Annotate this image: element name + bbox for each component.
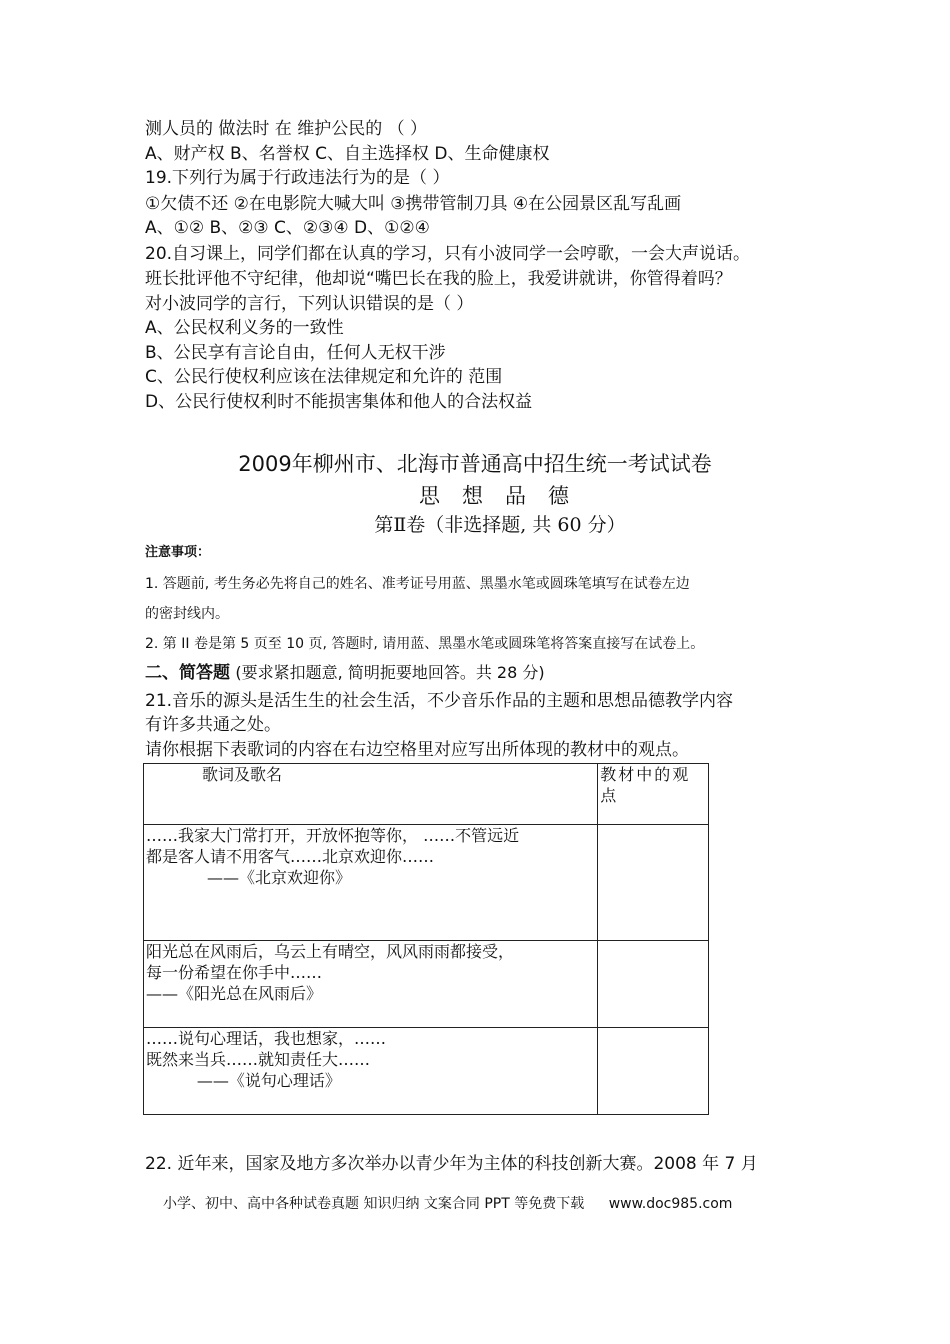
lyrics-table: [143, 763, 709, 1115]
lyrics-line: 阳光总在风雨后，乌云上有晴空，风风雨雨都接受，: [146, 942, 515, 961]
question-20-option-a: A、公民权利义务的一致性: [145, 318, 344, 338]
exam-subject: 思想品德: [419, 484, 591, 508]
lyrics-cell-2: [144, 941, 598, 1028]
table-header-row: [144, 764, 709, 825]
question-21-line-3: 请你根据下表歌词的内容在右边空格里对应写出所体现的教材中的观点。: [145, 740, 689, 760]
section2-heading: 二、简答题: [145, 663, 230, 683]
lyrics-cell-1: [144, 825, 598, 941]
question-20-stem-2: 班长批评他不守纪律，他却说“嘴巴长在我的脸上，我爱讲就讲，你管得着吗？: [145, 269, 732, 289]
table-header-lyrics: 歌词及歌名: [144, 764, 598, 825]
table-header-viewpoint: 教材中的观点: [598, 764, 709, 825]
question-22-line: 22. 近年来，国家及地方多次举办以青少年为主体的科技创新大赛。2008 年 7 月: [145, 1154, 758, 1174]
footer: [163, 1193, 732, 1213]
notes-line-3: 2. 第 II 卷是第 5 页至 10 页, 答题时, 请用蓝、黑墨水笔或圆珠笔将答案直接写在试卷上。: [145, 636, 705, 652]
question-20-option-b: B、公民享有言论自由，任何人无权干涉: [145, 343, 446, 363]
question-18-tail: 测人员的 做法时 在 维护公民的 （ ）: [145, 119, 428, 139]
lyrics-line: 都是客人请不用客气……北京欢迎你……: [146, 847, 435, 866]
lyrics-line: 既然来当兵……就知责任大……: [146, 1050, 371, 1069]
answer-cell-2[interactable]: [598, 941, 709, 1028]
question-20-stem-3: 对小波同学的言行，下列认识错误的是（ ）: [145, 294, 474, 314]
lyrics-line: ——《阳光总在风雨后》: [146, 984, 323, 1003]
lyrics-line: ——《说句心理话》: [146, 1071, 341, 1090]
lyrics-line: ……说句心理话，我也想家，……: [146, 1029, 387, 1048]
answer-cell-3[interactable]: [598, 1028, 709, 1115]
section2-heading-line: [145, 662, 545, 684]
question-21-line-1: 21.音乐的源头是活生生的社会生活，不少音乐作品的主题和思想品德教学内容: [145, 691, 734, 711]
notes-heading: 注意事项：: [145, 545, 211, 560]
notes-line-1: 1. 答题前, 考生务必先将自己的姓名、准考证号用蓝、黑墨水笔或圆珠笔填写在试卷左边: [145, 576, 690, 592]
answer-cell-1[interactable]: [598, 825, 709, 941]
exam-title: 2009年柳州市、北海市普通高中招生统一考试试卷: [238, 452, 712, 476]
question-20-option-c: C、公民行使权利应该在法律规定和允许的 范围: [145, 367, 503, 387]
lyrics-cell-3: [144, 1028, 598, 1115]
table-row: [144, 825, 709, 941]
notes-line-2: 的密封线内。: [145, 606, 229, 622]
section2-instruction: (要求紧扣题意, 简明扼要地回答。共 28 分): [235, 663, 545, 682]
question-20-option-d: D、公民行使权利时不能损害集体和他人的合法权益: [145, 392, 533, 412]
lyrics-line: ——《北京欢迎你》: [146, 868, 352, 887]
table-row: [144, 941, 709, 1028]
table-row: [144, 1028, 709, 1115]
question-19-items: ①欠债不还 ②在电影院大喊大叫 ③携带管制刀具 ④在公园景区乱写乱画: [145, 194, 682, 214]
question-19-stem: 19.下列行为属于行政违法行为的是（ ）: [145, 168, 450, 188]
question-19-options: A、①② B、②③ C、②③④ D、①②④: [145, 218, 430, 238]
lyrics-line: 每一份希望在你手中……: [146, 963, 323, 982]
lyrics-line: ……我家大门常打开，开放怀抱等你， ……不管远近: [146, 826, 520, 845]
question-21-line-2: 有许多共通之处。: [145, 715, 281, 735]
footer-link[interactable]: www.doc985.com: [608, 1196, 733, 1212]
question-20-stem-1: 20.自习课上，同学们都在认真的学习，只有小波同学一会哼歌，一会大声说话。: [145, 244, 751, 264]
footer-text: 小学、初中、高中各种试卷真题 知识归纳 文案合同 PPT 等免费下载: [163, 1196, 585, 1212]
question-18-options: A、财产权 B、名誉权 C、自主选择权 D、生命健康权: [145, 144, 550, 164]
exam-part: 第Ⅱ卷（非选择题, 共 60 分）: [374, 514, 626, 536]
